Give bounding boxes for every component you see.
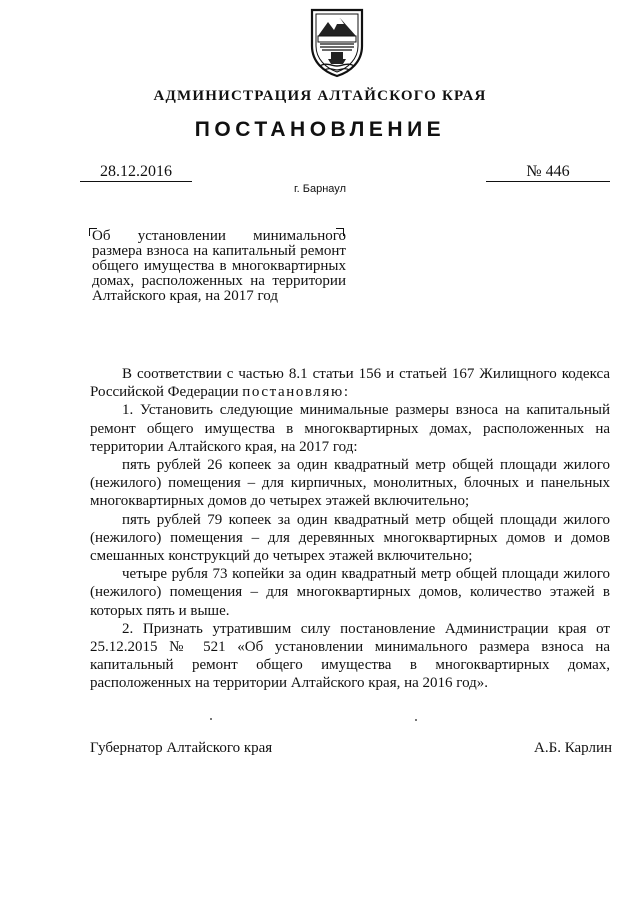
document-city: г. Барнаул (294, 183, 346, 195)
document-number: № 446 (486, 163, 610, 182)
document-type-title: ПОСТАНОВЛЕНИЕ (194, 118, 446, 141)
clause-1-rate-c: четыре рубля 73 копейки за один квадратный метр общей площади жилого (нежилого) помещения – для многоквартирных домов, количество этажей в которых пять и выше. (90, 566, 610, 619)
coat-of-arms-emblem (306, 6, 368, 78)
organization-name: АДМИНИСТРАЦИЯ АЛТАЙСКОГО КРАЯ (153, 88, 487, 104)
signatory-title: Губернатор Алтайского края (90, 740, 273, 756)
clause-1-rate-a: пять рублей 26 копеек за один квадратный метр общей площади жилого (нежилого) помещения – для кирпичных, монолитных, блочных и панельных многоквартирных домов до четырех этажей включительно; (90, 457, 610, 510)
intro-paragraph (90, 365, 610, 401)
document-subject: Об установлении минимального размера взноса на капитальный ремонт общего имущества в многоквартирных домах, расположенных на территории Алтайского края, на 2017 год (92, 228, 346, 304)
document-date: 28.12.2016 (80, 163, 192, 182)
clause-1: 1. Установить следующие минимальные размеры взноса на капитальный ремонт общего имущества в многоквартирных домах, расположенных на территории Алтайского края, на 2017 год: (90, 402, 610, 455)
signatory-name: А.Б. Карлин (534, 740, 613, 756)
decree-word: постановляю (242, 384, 344, 401)
intro-text: В соответствии с частью 8.1 статьи 156 и статьей 167 Жилищного кодекса Российской Федерации (90, 366, 610, 401)
scan-speck (210, 718, 212, 720)
document-body (90, 365, 610, 693)
clause-2: 2. Признать утратившим силу постановление Администрации края от 25.12.2015 № 521 «Об установлении минимального размера взноса на капитальный ремонт общего имущества в многоквартирных домах, расположенных на территории Алтайского края, на 2016 год». (90, 620, 610, 692)
intro-colon: : (343, 384, 348, 401)
clause-1-rate-b: пять рублей 79 копеек за один квадратный метр общей площади жилого (нежилого) помещения – для деревянных многоквартирных домов и домов смешанных конструкций до четырех этажей включительно; (90, 511, 610, 565)
scan-speck (415, 719, 417, 721)
